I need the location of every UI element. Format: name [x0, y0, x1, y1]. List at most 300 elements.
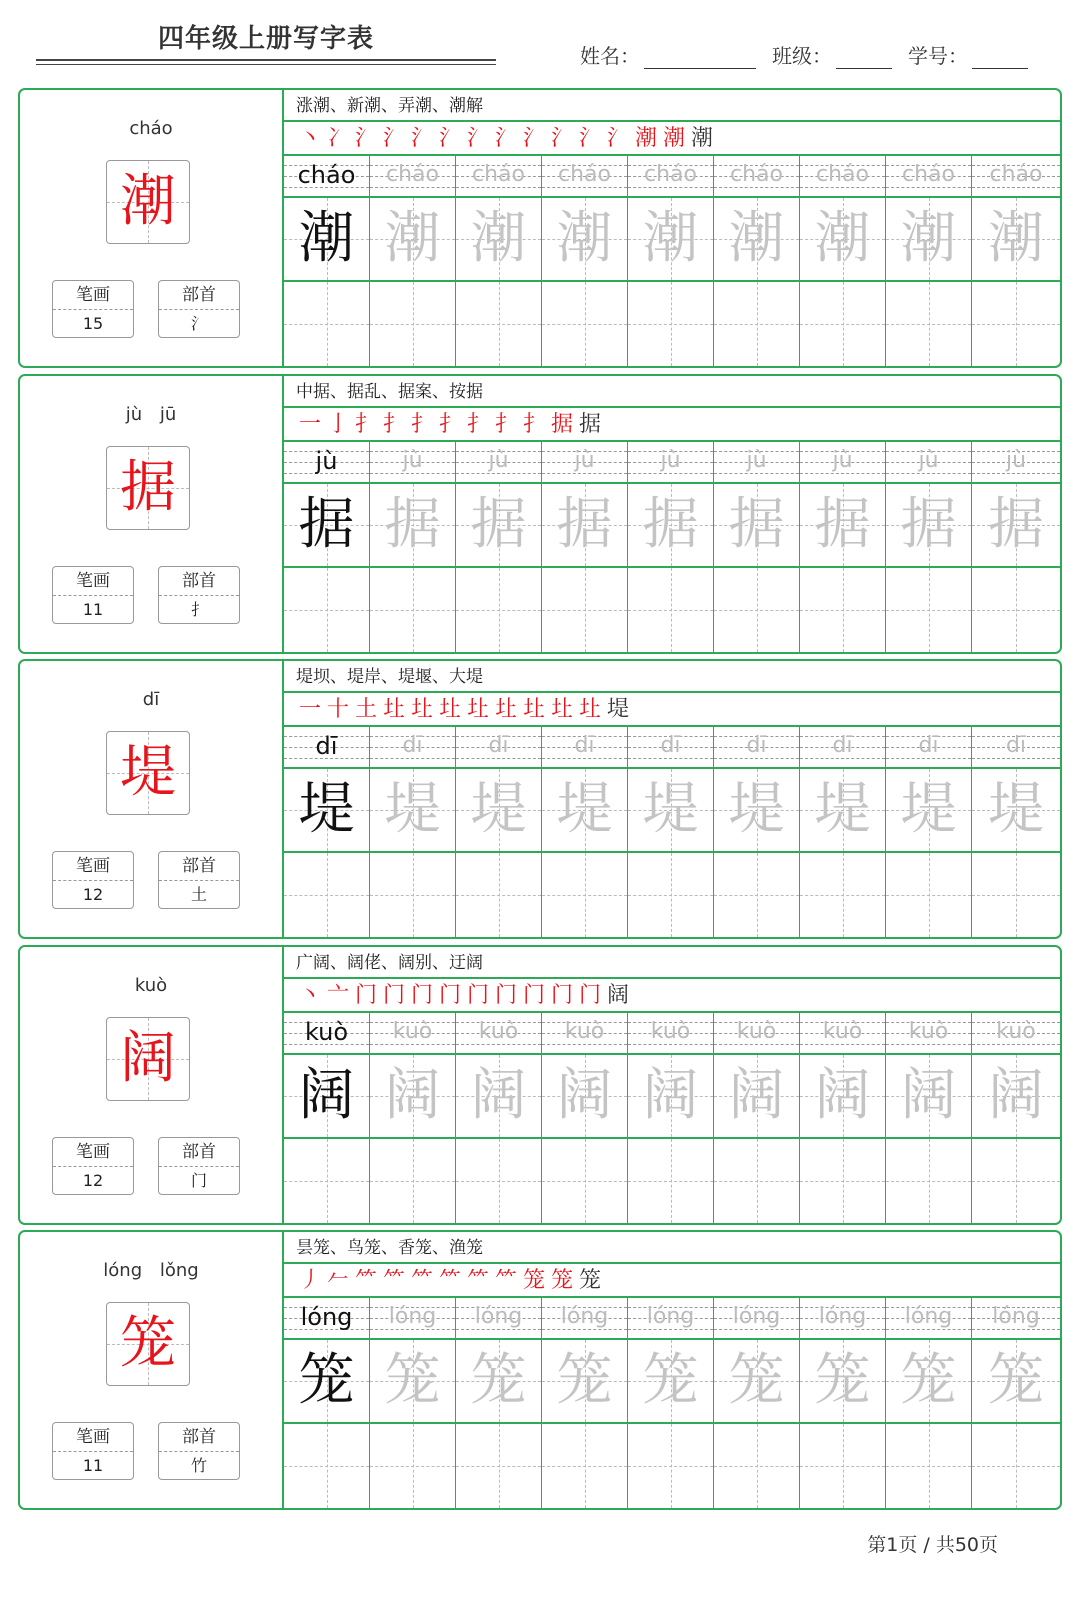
pinyin-trace: dī: [660, 733, 681, 758]
pinyin-practice-cell[interactable]: [370, 156, 456, 198]
character-trace: 据: [728, 492, 785, 557]
blank-practice-cell[interactable]: [628, 1424, 714, 1508]
character-practice-cell[interactable]: [800, 1340, 886, 1424]
stroke-order-row: [284, 695, 1060, 727]
character-model: 据: [298, 492, 355, 557]
blank-practice-cell[interactable]: [714, 1424, 800, 1508]
character-practice-cell[interactable]: [542, 769, 628, 853]
blank-practice-cell[interactable]: [714, 1139, 800, 1223]
pinyin-trace: lóng: [992, 1304, 1040, 1329]
pinyin-model: lóng: [300, 1303, 353, 1331]
character-trace: 据: [988, 492, 1044, 557]
stroke-count-label: 笔画: [53, 852, 133, 881]
character-practice-cell[interactable]: [542, 1055, 628, 1139]
pinyin-practice-cell[interactable]: [284, 156, 370, 198]
character-trace: 笼: [900, 1348, 957, 1413]
pinyin-practice-cell[interactable]: [972, 1013, 1060, 1055]
character-trace: 据: [642, 492, 699, 557]
character-display-box: [106, 1017, 190, 1101]
stroke-step: 亅: [326, 412, 349, 437]
character-practice-cell[interactable]: [972, 1055, 1060, 1139]
stroke-step: 一: [298, 697, 321, 722]
blank-practice-cell[interactable]: [714, 282, 800, 366]
character-practice-cell[interactable]: [972, 484, 1060, 568]
stroke-step: 门: [578, 983, 601, 1008]
character-practice-cell[interactable]: [886, 484, 972, 568]
stroke-step: 门: [382, 983, 405, 1008]
stroke-step: 门: [354, 983, 377, 1008]
pinyin-practice-cell[interactable]: [886, 442, 972, 484]
pinyin-practice-cell[interactable]: [456, 442, 542, 484]
character-practice-cell[interactable]: [456, 1055, 542, 1139]
pinyin-trace: jù: [918, 448, 939, 473]
blank-practice-cell[interactable]: [800, 853, 886, 937]
character-trace: 堤: [728, 777, 785, 842]
pinyin-model: kuò: [304, 1018, 349, 1046]
character-trace: 堤: [384, 777, 441, 842]
pinyin-practice-cell[interactable]: [370, 727, 456, 769]
character-practice-cell[interactable]: [542, 198, 628, 282]
pinyin-trace: jù: [488, 448, 509, 473]
character-practice-cell[interactable]: [714, 769, 800, 853]
title-underline: [36, 59, 496, 61]
pinyin-practice-cell[interactable]: [542, 1013, 628, 1055]
character-practice-cell[interactable]: [542, 484, 628, 568]
blank-practice-cell[interactable]: [284, 1424, 370, 1508]
pinyin-trace: lóng: [904, 1304, 953, 1329]
blank-practice-cell[interactable]: [886, 1424, 972, 1508]
blank-practice-cell[interactable]: [800, 1139, 886, 1223]
character-display-box: [106, 160, 190, 244]
stroke-step: 丶: [298, 983, 321, 1008]
pinyin-practice-cell[interactable]: [370, 1013, 456, 1055]
character-practice-cell[interactable]: [886, 198, 972, 282]
radical-label: 部首: [159, 1138, 239, 1167]
character-practice-cell[interactable]: [886, 1340, 972, 1424]
stroke-step: 圵: [494, 697, 517, 722]
stroke-step: ⺮: [494, 1268, 517, 1293]
character-practice-cell[interactable]: [972, 198, 1060, 282]
blank-practice-cell[interactable]: [456, 1424, 542, 1508]
character-glyph: 潮: [120, 169, 176, 234]
blank-practice-cell[interactable]: [886, 1139, 972, 1223]
pinyin-practice-cell[interactable]: [284, 442, 370, 484]
stroke-step: 门: [410, 983, 433, 1008]
pinyin-trace: cháo: [989, 162, 1043, 187]
stroke-count-label: 笔画: [53, 281, 133, 310]
pinyin-practice-cell[interactable]: [714, 156, 800, 198]
pinyin-practice-cell[interactable]: [800, 727, 886, 769]
stroke-step: 圵: [522, 697, 545, 722]
character-pinyin: lóng lǒng: [103, 1260, 199, 1281]
pinyin-trace: jù: [746, 448, 767, 473]
stroke-step: 氵: [382, 126, 405, 151]
blank-practice-cell[interactable]: [370, 1139, 456, 1223]
page-title: 四年级上册写字表: [157, 24, 374, 54]
blank-practice-cell[interactable]: [800, 1424, 886, 1508]
character-trace: 笼: [728, 1348, 785, 1413]
pinyin-trace: kuò: [996, 1019, 1036, 1044]
pinyin-trace: cháo: [644, 162, 697, 187]
stroke-step: 氵: [578, 126, 601, 151]
character-display-box: [106, 731, 190, 815]
character-practice-cell[interactable]: [800, 769, 886, 853]
pinyin-practice-cell[interactable]: [628, 1013, 714, 1055]
pinyin-trace: jù: [832, 448, 853, 473]
pinyin-trace: kuò: [478, 1019, 519, 1044]
radical-box: [158, 566, 240, 624]
stroke-count-value: 12: [82, 885, 104, 904]
character-trace: 据: [470, 492, 527, 557]
stroke-count-value: 11: [82, 1456, 104, 1475]
character-practice-cell[interactable]: [800, 1055, 886, 1139]
pinyin-practice-cell[interactable]: [800, 156, 886, 198]
character-practice-cell[interactable]: [456, 484, 542, 568]
pinyin-practice-cell[interactable]: [628, 727, 714, 769]
pinyin-practice-cell[interactable]: [800, 1013, 886, 1055]
character-trace: 阔: [988, 1063, 1044, 1128]
blank-practice-cell[interactable]: [542, 853, 628, 937]
blank-practice-cell[interactable]: [542, 568, 628, 652]
stroke-count-box: [52, 851, 134, 909]
blank-practice-cell[interactable]: [456, 568, 542, 652]
character-practice-cell[interactable]: [628, 484, 714, 568]
character-practice-cell[interactable]: [714, 198, 800, 282]
pinyin-practice-cell[interactable]: [886, 727, 972, 769]
pinyin-practice-cell[interactable]: [628, 156, 714, 198]
blank-practice-cell[interactable]: [972, 1139, 1060, 1223]
stroke-step: 丿: [298, 1268, 321, 1293]
blank-practice-cell[interactable]: [284, 853, 370, 937]
blank-practice-cell[interactable]: [370, 282, 456, 366]
blank-practice-cell[interactable]: [972, 568, 1060, 652]
character-trace: 堤: [470, 777, 527, 842]
character-trace: 笼: [556, 1348, 613, 1413]
blank-practice-cell[interactable]: [284, 1139, 370, 1223]
character-trace: 阔: [728, 1063, 785, 1128]
pinyin-trace: cháo: [902, 162, 955, 187]
pinyin-trace: kuò: [736, 1019, 777, 1044]
pinyin-practice-cell[interactable]: [886, 156, 972, 198]
pinyin-trace: kuò: [564, 1019, 605, 1044]
pinyin-trace: cháo: [472, 162, 525, 187]
example-words: 涨潮、新潮、弄潮、潮解: [284, 90, 1060, 122]
stroke-step: 氵: [354, 126, 377, 151]
stroke-step: 据: [550, 412, 573, 437]
radical-label: 部首: [159, 852, 239, 881]
character-block: [18, 945, 1062, 1225]
stroke-step: 堤: [606, 697, 629, 722]
character-practice-cell[interactable]: [370, 198, 456, 282]
stroke-step: 亠: [326, 983, 349, 1008]
stroke-step: 扌: [494, 412, 517, 437]
number-field: [908, 40, 1028, 69]
stroke-step: 土: [354, 697, 377, 722]
stroke-step: 氵: [550, 126, 573, 151]
pinyin-practice-cell[interactable]: [972, 727, 1060, 769]
pinyin-practice-cell[interactable]: [714, 442, 800, 484]
character-trace: 潮: [814, 206, 871, 271]
pinyin-trace: dī: [746, 733, 767, 758]
character-trace: 潮: [900, 206, 957, 271]
practice-grid: [284, 1013, 1060, 1223]
pinyin-trace: lóng: [560, 1304, 609, 1329]
radical-label: 部首: [159, 567, 239, 596]
stroke-step: 氵: [522, 126, 545, 151]
stroke-step: 扌: [382, 412, 405, 437]
blank-practice-cell[interactable]: [800, 568, 886, 652]
stroke-step: 氵: [410, 126, 433, 151]
character-info-panel: [20, 661, 284, 937]
pinyin-practice-cell[interactable]: [800, 442, 886, 484]
stroke-step: 据: [578, 412, 601, 437]
blank-practice-cell[interactable]: [628, 282, 714, 366]
stroke-step: 𠂉: [326, 1268, 349, 1293]
character-practice-cell[interactable]: [972, 1340, 1060, 1424]
stroke-count-value: 15: [82, 314, 104, 333]
character-practice-cell[interactable]: [284, 1055, 370, 1139]
character-block: [18, 659, 1062, 939]
blank-practice-cell[interactable]: [972, 853, 1060, 937]
pinyin-practice-cell[interactable]: [800, 1298, 886, 1340]
example-words: 昙笼、鸟笼、香笼、渔笼: [284, 1232, 1060, 1264]
stroke-step: 阔: [606, 983, 629, 1008]
character-trace: 阔: [470, 1063, 527, 1128]
number-blank: [972, 46, 1028, 69]
example-words: 堤坝、堤岸、堤堰、大堤: [284, 661, 1060, 693]
character-trace: 阔: [642, 1063, 699, 1128]
radical-label: 部首: [159, 1423, 239, 1452]
character-practice-cell[interactable]: [370, 484, 456, 568]
page-counter: 第1页 / 共50页: [867, 1534, 998, 1556]
stroke-count-label: 笔画: [53, 1138, 133, 1167]
character-trace: 堤: [556, 777, 613, 842]
pinyin-trace: dī: [918, 733, 939, 758]
stroke-step: 门: [466, 983, 489, 1008]
character-trace: 据: [814, 492, 871, 557]
practice-grid: [284, 156, 1060, 366]
radical-value: 门: [190, 1171, 207, 1190]
pinyin-practice-cell[interactable]: [886, 1298, 972, 1340]
blank-practice-cell[interactable]: [456, 282, 542, 366]
character-practice-cell[interactable]: [886, 769, 972, 853]
blank-practice-cell[interactable]: [542, 1139, 628, 1223]
pinyin-practice-cell[interactable]: [284, 1013, 370, 1055]
stroke-step: 潮: [634, 126, 657, 151]
character-practice-cell[interactable]: [370, 769, 456, 853]
pinyin-practice-cell[interactable]: [628, 1298, 714, 1340]
stroke-step: 十: [326, 697, 349, 722]
pinyin-practice-cell[interactable]: [972, 1298, 1060, 1340]
character-trace: 堤: [900, 777, 957, 842]
pinyin-practice-cell[interactable]: [714, 1013, 800, 1055]
pinyin-trace: kuò: [822, 1019, 863, 1044]
pinyin-practice-cell[interactable]: [456, 1013, 542, 1055]
pinyin-trace: cháo: [816, 162, 869, 187]
pinyin-practice-cell[interactable]: [542, 156, 628, 198]
blank-practice-cell[interactable]: [886, 282, 972, 366]
stroke-count-box: [52, 566, 134, 624]
character-trace: 潮: [556, 206, 613, 271]
character-practice-cell[interactable]: [370, 1340, 456, 1424]
blank-practice-cell[interactable]: [886, 853, 972, 937]
character-model: 笼: [298, 1348, 355, 1413]
character-glyph: 堤: [120, 740, 176, 805]
blank-practice-cell[interactable]: [542, 282, 628, 366]
blank-practice-cell[interactable]: [284, 568, 370, 652]
character-practice-cell[interactable]: [456, 198, 542, 282]
pinyin-practice-cell[interactable]: [456, 727, 542, 769]
stroke-step: ⺮: [354, 1268, 377, 1293]
blank-practice-cell[interactable]: [370, 853, 456, 937]
blank-practice-cell[interactable]: [972, 282, 1060, 366]
character-practice-cell[interactable]: [714, 1340, 800, 1424]
example-words: 广阔、阔佬、阔别、迂阔: [284, 947, 1060, 979]
character-practice-cell[interactable]: [800, 484, 886, 568]
character-practice-cell[interactable]: [628, 1340, 714, 1424]
character-info-panel: [20, 376, 284, 652]
pinyin-practice-cell[interactable]: [542, 727, 628, 769]
character-practice-cell[interactable]: [714, 1055, 800, 1139]
pinyin-practice-cell[interactable]: [542, 1298, 628, 1340]
character-model: 潮: [298, 206, 355, 271]
blank-practice-cell[interactable]: [456, 853, 542, 937]
stroke-step: 扌: [466, 412, 489, 437]
stroke-step: 潮: [662, 126, 685, 151]
stroke-order-row: [284, 410, 1060, 442]
class-blank: [836, 46, 892, 69]
pinyin-practice-cell[interactable]: [542, 442, 628, 484]
character-practice-cell[interactable]: [284, 1340, 370, 1424]
radical-value: 土: [190, 885, 207, 904]
blank-practice-cell[interactable]: [714, 853, 800, 937]
stroke-step: 扌: [410, 412, 433, 437]
character-practice-cell[interactable]: [370, 1055, 456, 1139]
radical-label: 部首: [159, 281, 239, 310]
radical-value: 竹: [190, 1456, 207, 1475]
stroke-count-box: [52, 1137, 134, 1195]
character-practice-cell[interactable]: [456, 769, 542, 853]
character-block: [18, 1230, 1062, 1510]
character-practice-cell[interactable]: [972, 769, 1060, 853]
pinyin-trace: lóng: [388, 1304, 437, 1329]
character-practice-cell[interactable]: [284, 198, 370, 282]
pinyin-practice-cell[interactable]: [972, 442, 1060, 484]
character-practice-cell[interactable]: [628, 198, 714, 282]
stroke-order-row: [284, 1266, 1060, 1298]
blank-practice-cell[interactable]: [628, 568, 714, 652]
pinyin-practice-cell[interactable]: [456, 156, 542, 198]
stroke-step: 笼: [522, 1268, 545, 1293]
blank-practice-cell[interactable]: [714, 568, 800, 652]
character-practice-cell[interactable]: [886, 1055, 972, 1139]
radical-box: [158, 1422, 240, 1480]
stroke-step: 丶: [298, 126, 321, 151]
stroke-step: 门: [522, 983, 545, 1008]
pinyin-practice-cell[interactable]: [456, 1298, 542, 1340]
blank-practice-cell[interactable]: [542, 1424, 628, 1508]
pinyin-practice-cell[interactable]: [886, 1013, 972, 1055]
stroke-count-box: [52, 1422, 134, 1480]
pinyin-practice-cell[interactable]: [972, 156, 1060, 198]
pinyin-practice-cell[interactable]: [628, 442, 714, 484]
stroke-step: 笼: [578, 1268, 601, 1293]
pinyin-trace: lóng: [474, 1304, 523, 1329]
character-trace: 阔: [556, 1063, 613, 1128]
radical-box: [158, 851, 240, 909]
pinyin-practice-cell[interactable]: [370, 1298, 456, 1340]
stroke-step: ⺮: [410, 1268, 433, 1293]
blank-practice-cell[interactable]: [972, 1424, 1060, 1508]
character-glyph: 据: [120, 455, 176, 520]
stroke-step: 一: [298, 412, 321, 437]
character-practice-cell[interactable]: [628, 1055, 714, 1139]
pinyin-trace: dī: [574, 733, 595, 758]
character-trace: 堤: [814, 777, 871, 842]
pinyin-trace: jù: [402, 448, 423, 473]
stroke-step: 圵: [550, 697, 573, 722]
character-trace: 潮: [470, 206, 527, 271]
pinyin-practice-cell[interactable]: [284, 1298, 370, 1340]
stroke-step: 圵: [382, 697, 405, 722]
stroke-step: 门: [438, 983, 461, 1008]
character-info-panel: [20, 1232, 284, 1508]
pinyin-trace: jù: [574, 448, 595, 473]
character-practice-cell[interactable]: [456, 1340, 542, 1424]
radical-box: [158, 1137, 240, 1195]
character-display-box: [106, 446, 190, 530]
character-trace: 潮: [988, 206, 1044, 271]
blank-practice-cell[interactable]: [370, 568, 456, 652]
blank-practice-cell[interactable]: [628, 853, 714, 937]
pinyin-trace: cháo: [730, 162, 783, 187]
practice-grid: [284, 727, 1060, 937]
practice-grid: [284, 1298, 1060, 1508]
pinyin-practice-cell[interactable]: [714, 1298, 800, 1340]
blank-practice-cell[interactable]: [370, 1424, 456, 1508]
stroke-step: 笼: [550, 1268, 573, 1293]
character-practice-cell[interactable]: [284, 484, 370, 568]
stroke-step: 氵: [606, 126, 629, 151]
character-practice-cell[interactable]: [284, 769, 370, 853]
pinyin-practice-cell[interactable]: [284, 727, 370, 769]
character-practice-cell[interactable]: [714, 484, 800, 568]
radical-value: 氵: [190, 314, 207, 333]
blank-practice-cell[interactable]: [800, 282, 886, 366]
character-practice-cell[interactable]: [628, 769, 714, 853]
stroke-step: 圵: [466, 697, 489, 722]
character-practice-cell[interactable]: [542, 1340, 628, 1424]
example-words: 中据、据乱、据案、按据: [284, 376, 1060, 408]
pinyin-trace: dī: [832, 733, 853, 758]
character-info-panel: [20, 947, 284, 1223]
character-trace: 堤: [988, 777, 1044, 842]
number-label: 学号：: [908, 44, 968, 68]
stroke-step: 圵: [410, 697, 433, 722]
pinyin-trace: lóng: [818, 1304, 867, 1329]
blank-practice-cell[interactable]: [456, 1139, 542, 1223]
blank-practice-cell[interactable]: [628, 1139, 714, 1223]
pinyin-practice-cell[interactable]: [370, 442, 456, 484]
pinyin-trace: dī: [402, 733, 423, 758]
blank-practice-cell[interactable]: [284, 282, 370, 366]
blank-practice-cell[interactable]: [886, 568, 972, 652]
character-practice-cell[interactable]: [800, 198, 886, 282]
pinyin-trace: kuò: [908, 1019, 949, 1044]
character-trace: 潮: [728, 206, 785, 271]
character-display-box: [106, 1302, 190, 1386]
pinyin-practice-cell[interactable]: [714, 727, 800, 769]
